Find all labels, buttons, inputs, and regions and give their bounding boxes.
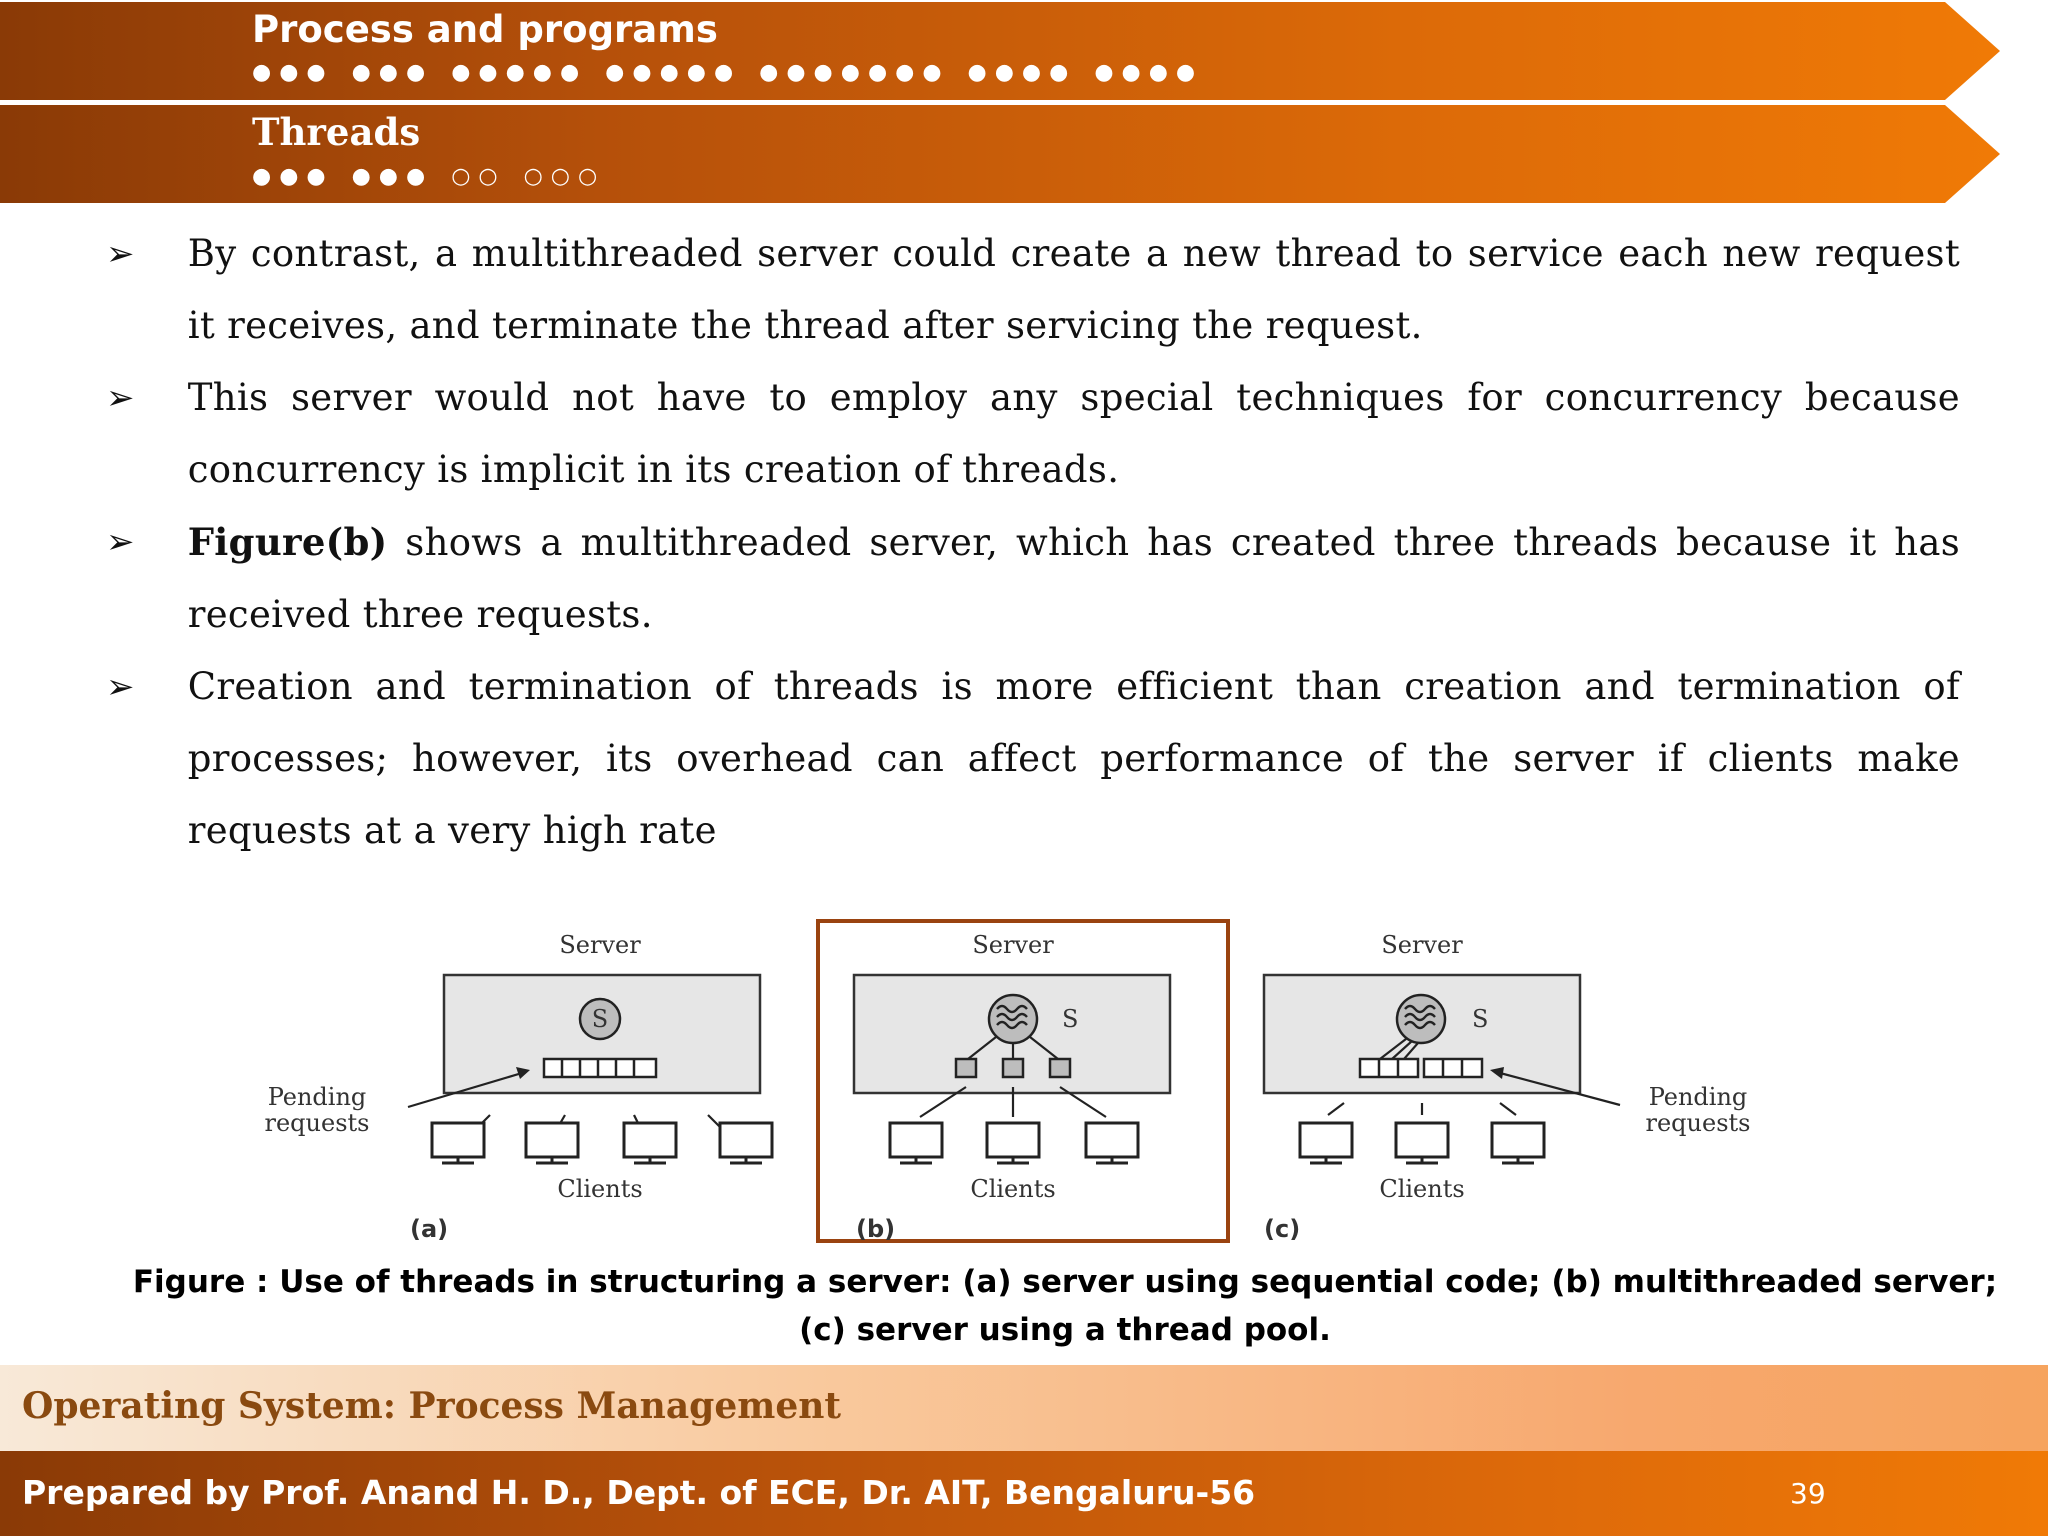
- bullet-text-rest: shows a multithreaded server, which has created three threads because it has received three requests.: [187, 521, 1961, 636]
- course-title: Operating System: Process Management: [22, 1385, 842, 1427]
- header-title: Process and programs: [252, 8, 718, 51]
- panel-b-multithreaded-server: [854, 931, 1170, 1243]
- arrow-bullet-icon: ➢: [106, 522, 135, 562]
- arrow-bullet-icon: ➢: [106, 378, 135, 418]
- process-s-label: S: [1472, 1005, 1489, 1033]
- bullet-list: [100, 218, 1960, 867]
- client-monitor-icon: [890, 1123, 942, 1163]
- figure-b-reference: Figure(b): [187, 520, 388, 564]
- clients-label: Clients: [557, 1175, 643, 1203]
- client-monitor-icon: [1086, 1123, 1138, 1163]
- arrow-bullet-icon: ➢: [106, 667, 135, 707]
- figure-caption: Figure : Use of threads in structuring a server: (a) server using sequential code; (b) multithreaded server; (c) server using a thread pool.: [132, 1264, 1998, 1348]
- client-monitor-icon: [987, 1123, 1039, 1163]
- client-monitor-icon: [624, 1123, 676, 1163]
- pending-label-line2: requests: [264, 1109, 370, 1137]
- course-footer: [0, 1365, 2048, 1451]
- pending-label-line2: requests: [1645, 1109, 1751, 1137]
- client-monitor-icon: [526, 1123, 578, 1163]
- thread-box: [1050, 1059, 1070, 1077]
- panel-a-sequential-server: [265, 931, 772, 1243]
- server-label: Server: [972, 931, 1054, 959]
- server-threads-figure: [240, 915, 1800, 1245]
- bullet-text: By contrast, a multithreaded server could create a new thread to service each new request it receives, and terminate the thread after servicing the request.: [187, 232, 1960, 347]
- client-monitor-icon: [720, 1123, 772, 1163]
- bullet-item: [100, 506, 1960, 651]
- pending-label-line1: Pending: [267, 1083, 367, 1111]
- thread-box: [1003, 1059, 1023, 1077]
- client-monitor-icon: [1492, 1123, 1544, 1163]
- bullet-item: [100, 218, 1960, 362]
- bullet-item: [100, 362, 1960, 506]
- request-queue: [544, 1059, 656, 1077]
- server-label: Server: [1381, 931, 1463, 959]
- bullet-text: Creation and termination of threads is more efficient than creation and termination of processes; however, its overhead can affect performance of the server if clients make requests at a very high rate: [187, 665, 1960, 852]
- bullet-text: [188, 506, 1960, 651]
- process-s-label: S: [591, 1005, 609, 1033]
- page-number: 39: [1790, 1477, 1826, 1510]
- panel-c-thread-pool-server: [1264, 931, 1750, 1243]
- client-monitor-icon: [432, 1123, 484, 1163]
- header-subtitle: Threads: [252, 110, 421, 154]
- panel-c-label: (c): [1264, 1215, 1301, 1243]
- clients-label: Clients: [970, 1175, 1056, 1203]
- bullet-item: [100, 651, 1960, 867]
- progress-dots-slides: ●●● ●●● ○○ ○○○: [252, 164, 606, 189]
- progress-dots-sections: ●●● ●●● ●●●●● ●●●●● ●●●●●●● ●●●● ●●●●: [252, 60, 1204, 85]
- thread-box: [956, 1059, 976, 1077]
- author-credit: Prepared by Prof. Anand H. D., Dept. of ECE, Dr. AIT, Bengaluru-56: [22, 1473, 1256, 1512]
- panel-b-label: (b): [856, 1215, 896, 1243]
- bullet-text: This server would not have to employ any special techniques for concurrency because concurrency is implicit in its creation of threads.: [187, 376, 1960, 491]
- clients-label: Clients: [1379, 1175, 1465, 1203]
- pending-label-line1: Pending: [1648, 1083, 1748, 1111]
- panel-a-label: (a): [410, 1215, 449, 1243]
- process-s-label: S: [1062, 1005, 1079, 1033]
- client-monitor-icon: [1396, 1123, 1448, 1163]
- author-footer: [0, 1451, 2048, 1536]
- client-monitor-icon: [1300, 1123, 1352, 1163]
- server-label: Server: [559, 931, 641, 959]
- arrow-bullet-icon: ➢: [106, 234, 135, 274]
